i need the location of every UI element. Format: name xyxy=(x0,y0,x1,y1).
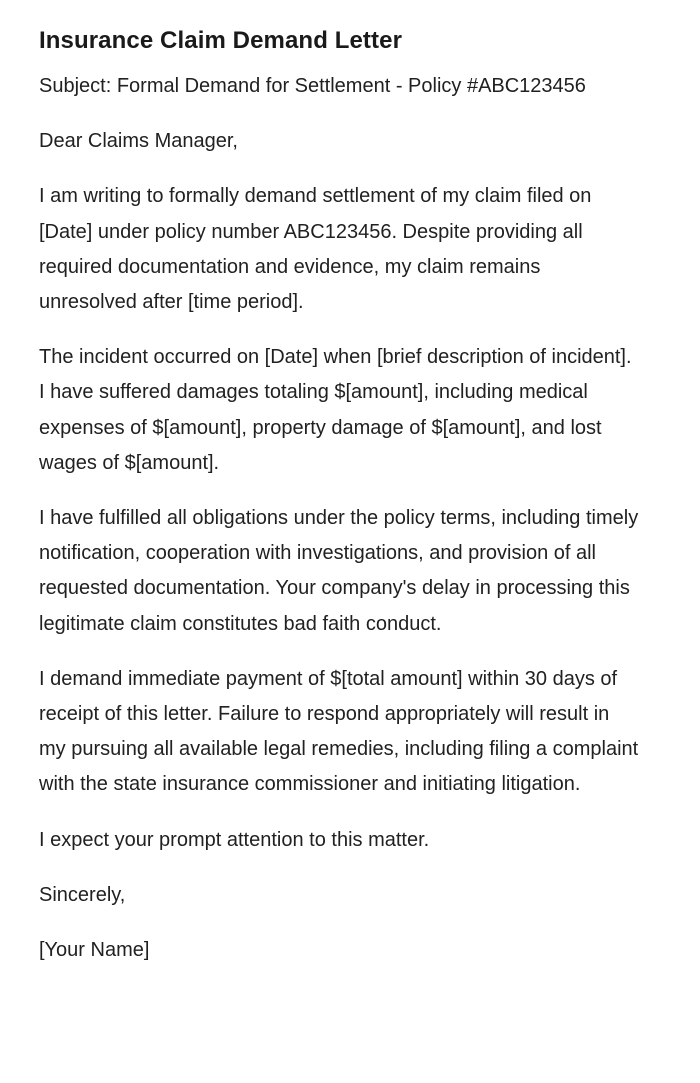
page-title: Insurance Claim Demand Letter xyxy=(39,27,403,54)
body-paragraph-1: I am writing to formally demand settlement of my claim filed on [Date] under policy number ABC123456. Despite providing all required documentation and evidence, my claim remains unresolved after [time period]. xyxy=(39,185,592,314)
body-paragraph-2: The incident occurred on [Date] when [brief description of incident]. I have suffered damages totaling $[amount], including medical expenses of $[amount], property damage of $[amount], and lost wages of $[amount]. xyxy=(39,346,632,474)
body-paragraph-4: I demand immediate payment of $[total amount] within 30 days of receipt of this letter. Failure to respond appropriately will result in my pursuing all available legal remedies, including filing a complaint with the state insurance commissioner and initiating litigation. xyxy=(39,667,639,796)
closing-line: I expect your prompt attention to this matter. xyxy=(39,828,430,851)
salutation: Dear Claims Manager, xyxy=(39,130,238,153)
signature-placeholder: [Your Name] xyxy=(39,939,150,962)
body-paragraph-3: I have fulfilled all obligations under the policy terms, including timely notification, cooperation with investigations, and provision of all requested documentation. Your company's delay in processing this legitimate claim constitutes bad faith conduct. xyxy=(39,507,639,635)
subject-line: Subject: Formal Demand for Settlement - Policy #ABC123456 xyxy=(39,75,586,97)
sign-off: Sincerely, xyxy=(39,883,126,906)
